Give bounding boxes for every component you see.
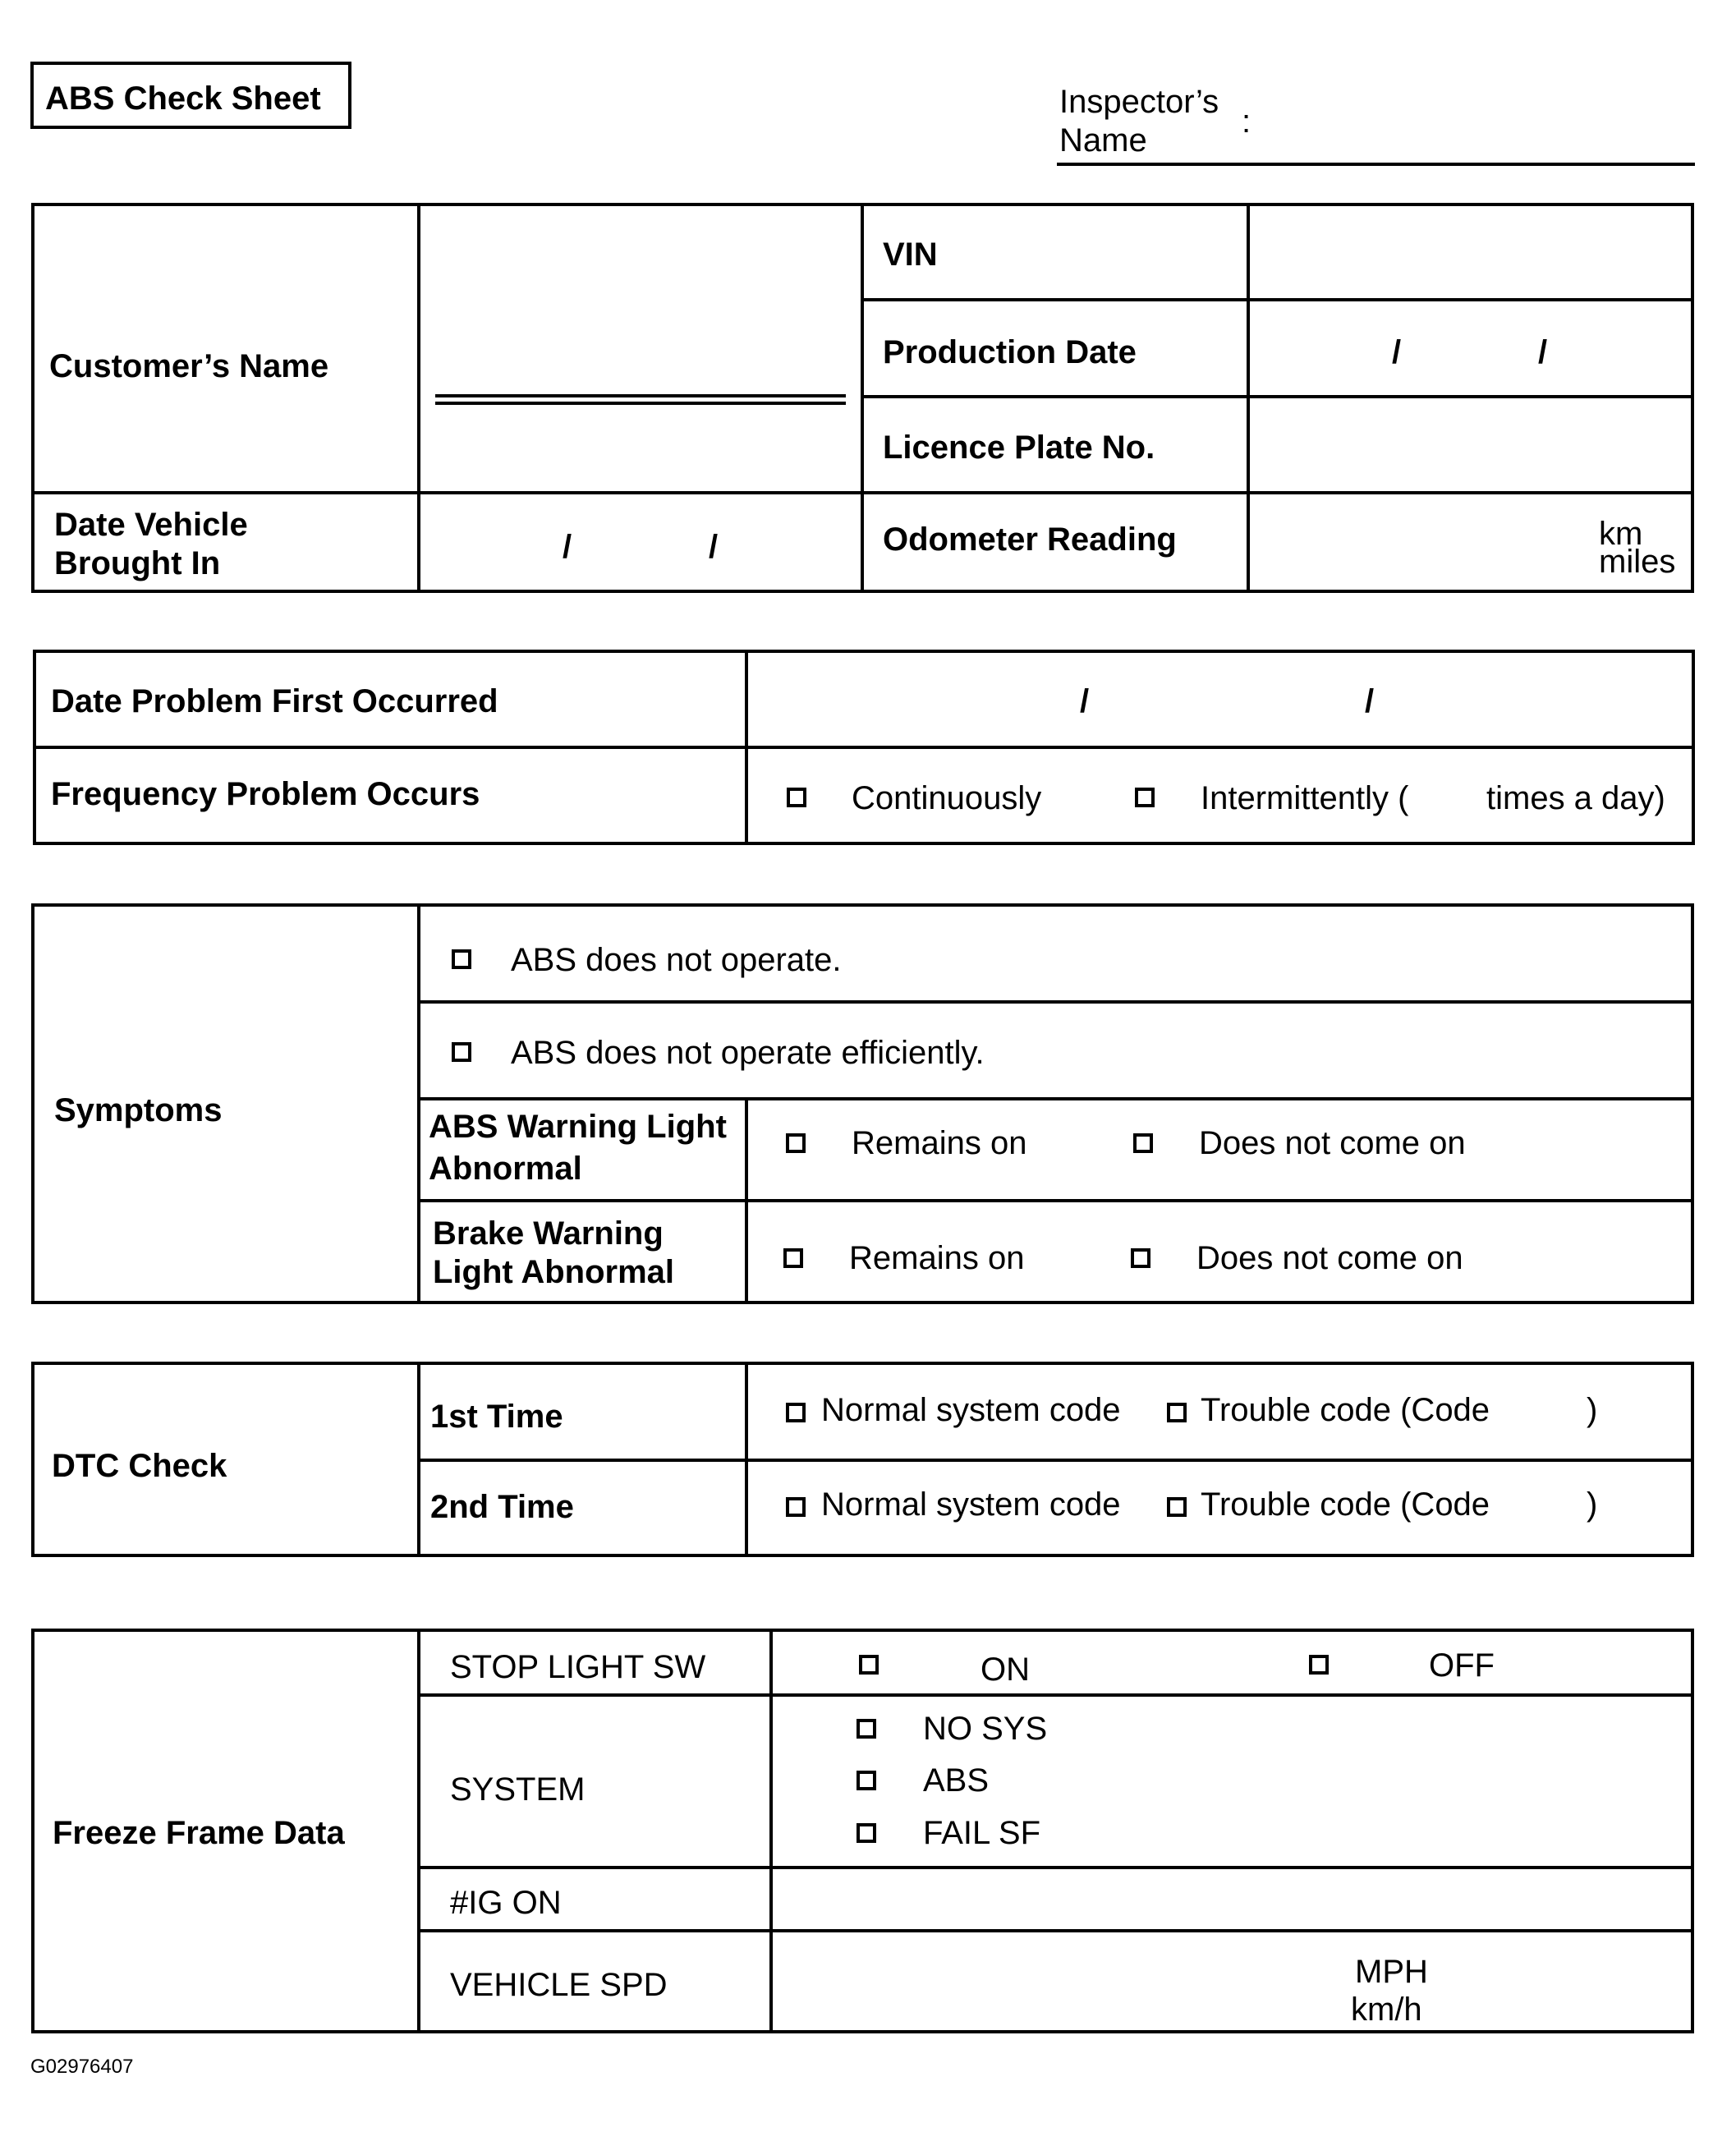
date-brought-in-slash-1: /	[563, 529, 572, 565]
date-first-slash-2: /	[1365, 683, 1375, 719]
divider	[417, 1459, 1694, 1462]
customer-name-line-top[interactable]	[435, 394, 846, 397]
no-sys-label: NO SYS	[923, 1711, 1048, 1747]
second-trouble-code-checkbox[interactable]	[1167, 1497, 1187, 1517]
odometer-unit-km: km	[1599, 516, 1643, 552]
first-trouble-code-close: )	[1587, 1392, 1598, 1428]
divider	[861, 298, 1694, 301]
abs-warning-remains-on-checkbox[interactable]	[786, 1133, 806, 1153]
symptoms-label: Symptoms	[54, 1092, 223, 1128]
brake-warning-not-come-on-checkbox[interactable]	[1131, 1248, 1150, 1268]
divider	[417, 1629, 420, 2033]
inspector-name-line[interactable]	[1057, 163, 1695, 166]
freeze-frame-label: Freeze Frame Data	[53, 1815, 345, 1851]
speed-unit-kmh: km/h	[1351, 1992, 1422, 2028]
divider	[417, 1000, 1694, 1004]
brake-warning-not-come-on-label: Does not come on	[1196, 1240, 1463, 1276]
speed-unit-mph: MPH	[1355, 1954, 1428, 1990]
stop-light-off-checkbox[interactable]	[1309, 1655, 1329, 1675]
stop-light-sw-label: STOP LIGHT SW	[450, 1649, 706, 1685]
production-date-slash-1: /	[1392, 334, 1402, 370]
divider	[417, 1929, 1694, 1932]
date-brought-in-slash-2: /	[709, 529, 719, 565]
divider	[31, 491, 1694, 494]
date-brought-in-label-line1: Date Vehicle	[54, 507, 248, 543]
brake-warning-remains-on-checkbox[interactable]	[783, 1248, 803, 1268]
odometer-unit-miles: miles	[1599, 544, 1676, 580]
inspector-colon: :	[1242, 103, 1251, 140]
second-trouble-code-label: Trouble code (Code	[1201, 1486, 1490, 1523]
abs-warning-remains-on-label: Remains on	[852, 1125, 1027, 1161]
second-normal-code-checkbox[interactable]	[786, 1497, 806, 1517]
no-sys-checkbox[interactable]	[857, 1719, 876, 1739]
vehicle-spd-label: VEHICLE SPD	[450, 1967, 668, 2003]
divider	[417, 1693, 1694, 1697]
abs-not-efficient-checkbox[interactable]	[452, 1042, 471, 1062]
second-trouble-code-close: )	[1587, 1486, 1598, 1523]
frequency-label: Frequency Problem Occurs	[51, 776, 480, 812]
first-trouble-code-label: Trouble code (Code	[1201, 1392, 1490, 1428]
divider	[417, 1866, 1694, 1869]
stop-light-off-label: OFF	[1429, 1647, 1495, 1684]
first-normal-code-checkbox[interactable]	[786, 1403, 806, 1422]
dtc-check-label: DTC Check	[52, 1448, 227, 1484]
divider	[769, 1629, 773, 2033]
times-a-day-label: times a day)	[1486, 780, 1665, 816]
licence-plate-label: Licence Plate No.	[883, 430, 1155, 466]
divider	[417, 903, 420, 1304]
sheet-title: ABS Check Sheet	[45, 80, 321, 117]
brake-warning-label-line2: Light Abnormal	[433, 1254, 675, 1290]
continuously-checkbox[interactable]	[787, 788, 806, 807]
first-trouble-code-checkbox[interactable]	[1167, 1403, 1187, 1422]
fail-sf-label: FAIL SF	[923, 1815, 1041, 1851]
date-first-slash-1: /	[1080, 683, 1090, 719]
fail-sf-checkbox[interactable]	[857, 1823, 876, 1843]
first-normal-code-label: Normal system code	[821, 1392, 1121, 1428]
abs-warning-not-come-on-label: Does not come on	[1199, 1125, 1466, 1161]
continuously-label: Continuously	[852, 780, 1042, 816]
customer-name-line-bottom	[435, 402, 846, 405]
abs-label: ABS	[923, 1762, 990, 1799]
odometer-label: Odometer Reading	[883, 521, 1177, 558]
figure-id: G02976407	[30, 2056, 134, 2078]
abs-warning-label-line1: ABS Warning Light	[429, 1109, 727, 1145]
system-label: SYSTEM	[450, 1771, 586, 1808]
date-first-occurred-label: Date Problem First Occurred	[51, 683, 498, 719]
dtc-second-time-label: 2nd Time	[430, 1489, 574, 1525]
production-date-label: Production Date	[883, 334, 1137, 370]
second-normal-code-label: Normal system code	[821, 1486, 1121, 1523]
abs-warning-not-come-on-checkbox[interactable]	[1133, 1133, 1153, 1153]
vin-label: VIN	[883, 237, 938, 273]
ig-on-label: #IG ON	[450, 1885, 562, 1921]
customer-name-label: Customer’s Name	[49, 348, 329, 384]
abs-not-operate-label: ABS does not operate.	[511, 942, 842, 978]
abs-not-efficient-label: ABS does not operate efficiently.	[511, 1035, 985, 1071]
stop-light-on-checkbox[interactable]	[859, 1655, 879, 1675]
intermittently-checkbox[interactable]	[1135, 788, 1155, 807]
brake-warning-remains-on-label: Remains on	[849, 1240, 1025, 1276]
divider	[861, 395, 1694, 398]
inspector-label-line2: Name	[1059, 122, 1147, 159]
date-brought-in-label-line2: Brought In	[54, 545, 221, 581]
abs-not-operate-checkbox[interactable]	[452, 949, 471, 969]
abs-warning-label-line2: Abnormal	[429, 1151, 582, 1187]
production-date-slash-2: /	[1538, 334, 1548, 370]
divider	[417, 203, 420, 593]
intermittently-label: Intermittently (	[1201, 780, 1409, 816]
divider	[417, 1097, 1694, 1100]
brake-warning-label-line1: Brake Warning	[433, 1215, 664, 1252]
dtc-first-time-label: 1st Time	[430, 1399, 563, 1435]
stop-light-on-label: ON	[981, 1652, 1030, 1688]
inspector-label-line1: Inspector’s	[1059, 84, 1219, 120]
abs-checkbox[interactable]	[857, 1771, 876, 1790]
divider	[33, 746, 1695, 749]
divider	[417, 1199, 1694, 1202]
